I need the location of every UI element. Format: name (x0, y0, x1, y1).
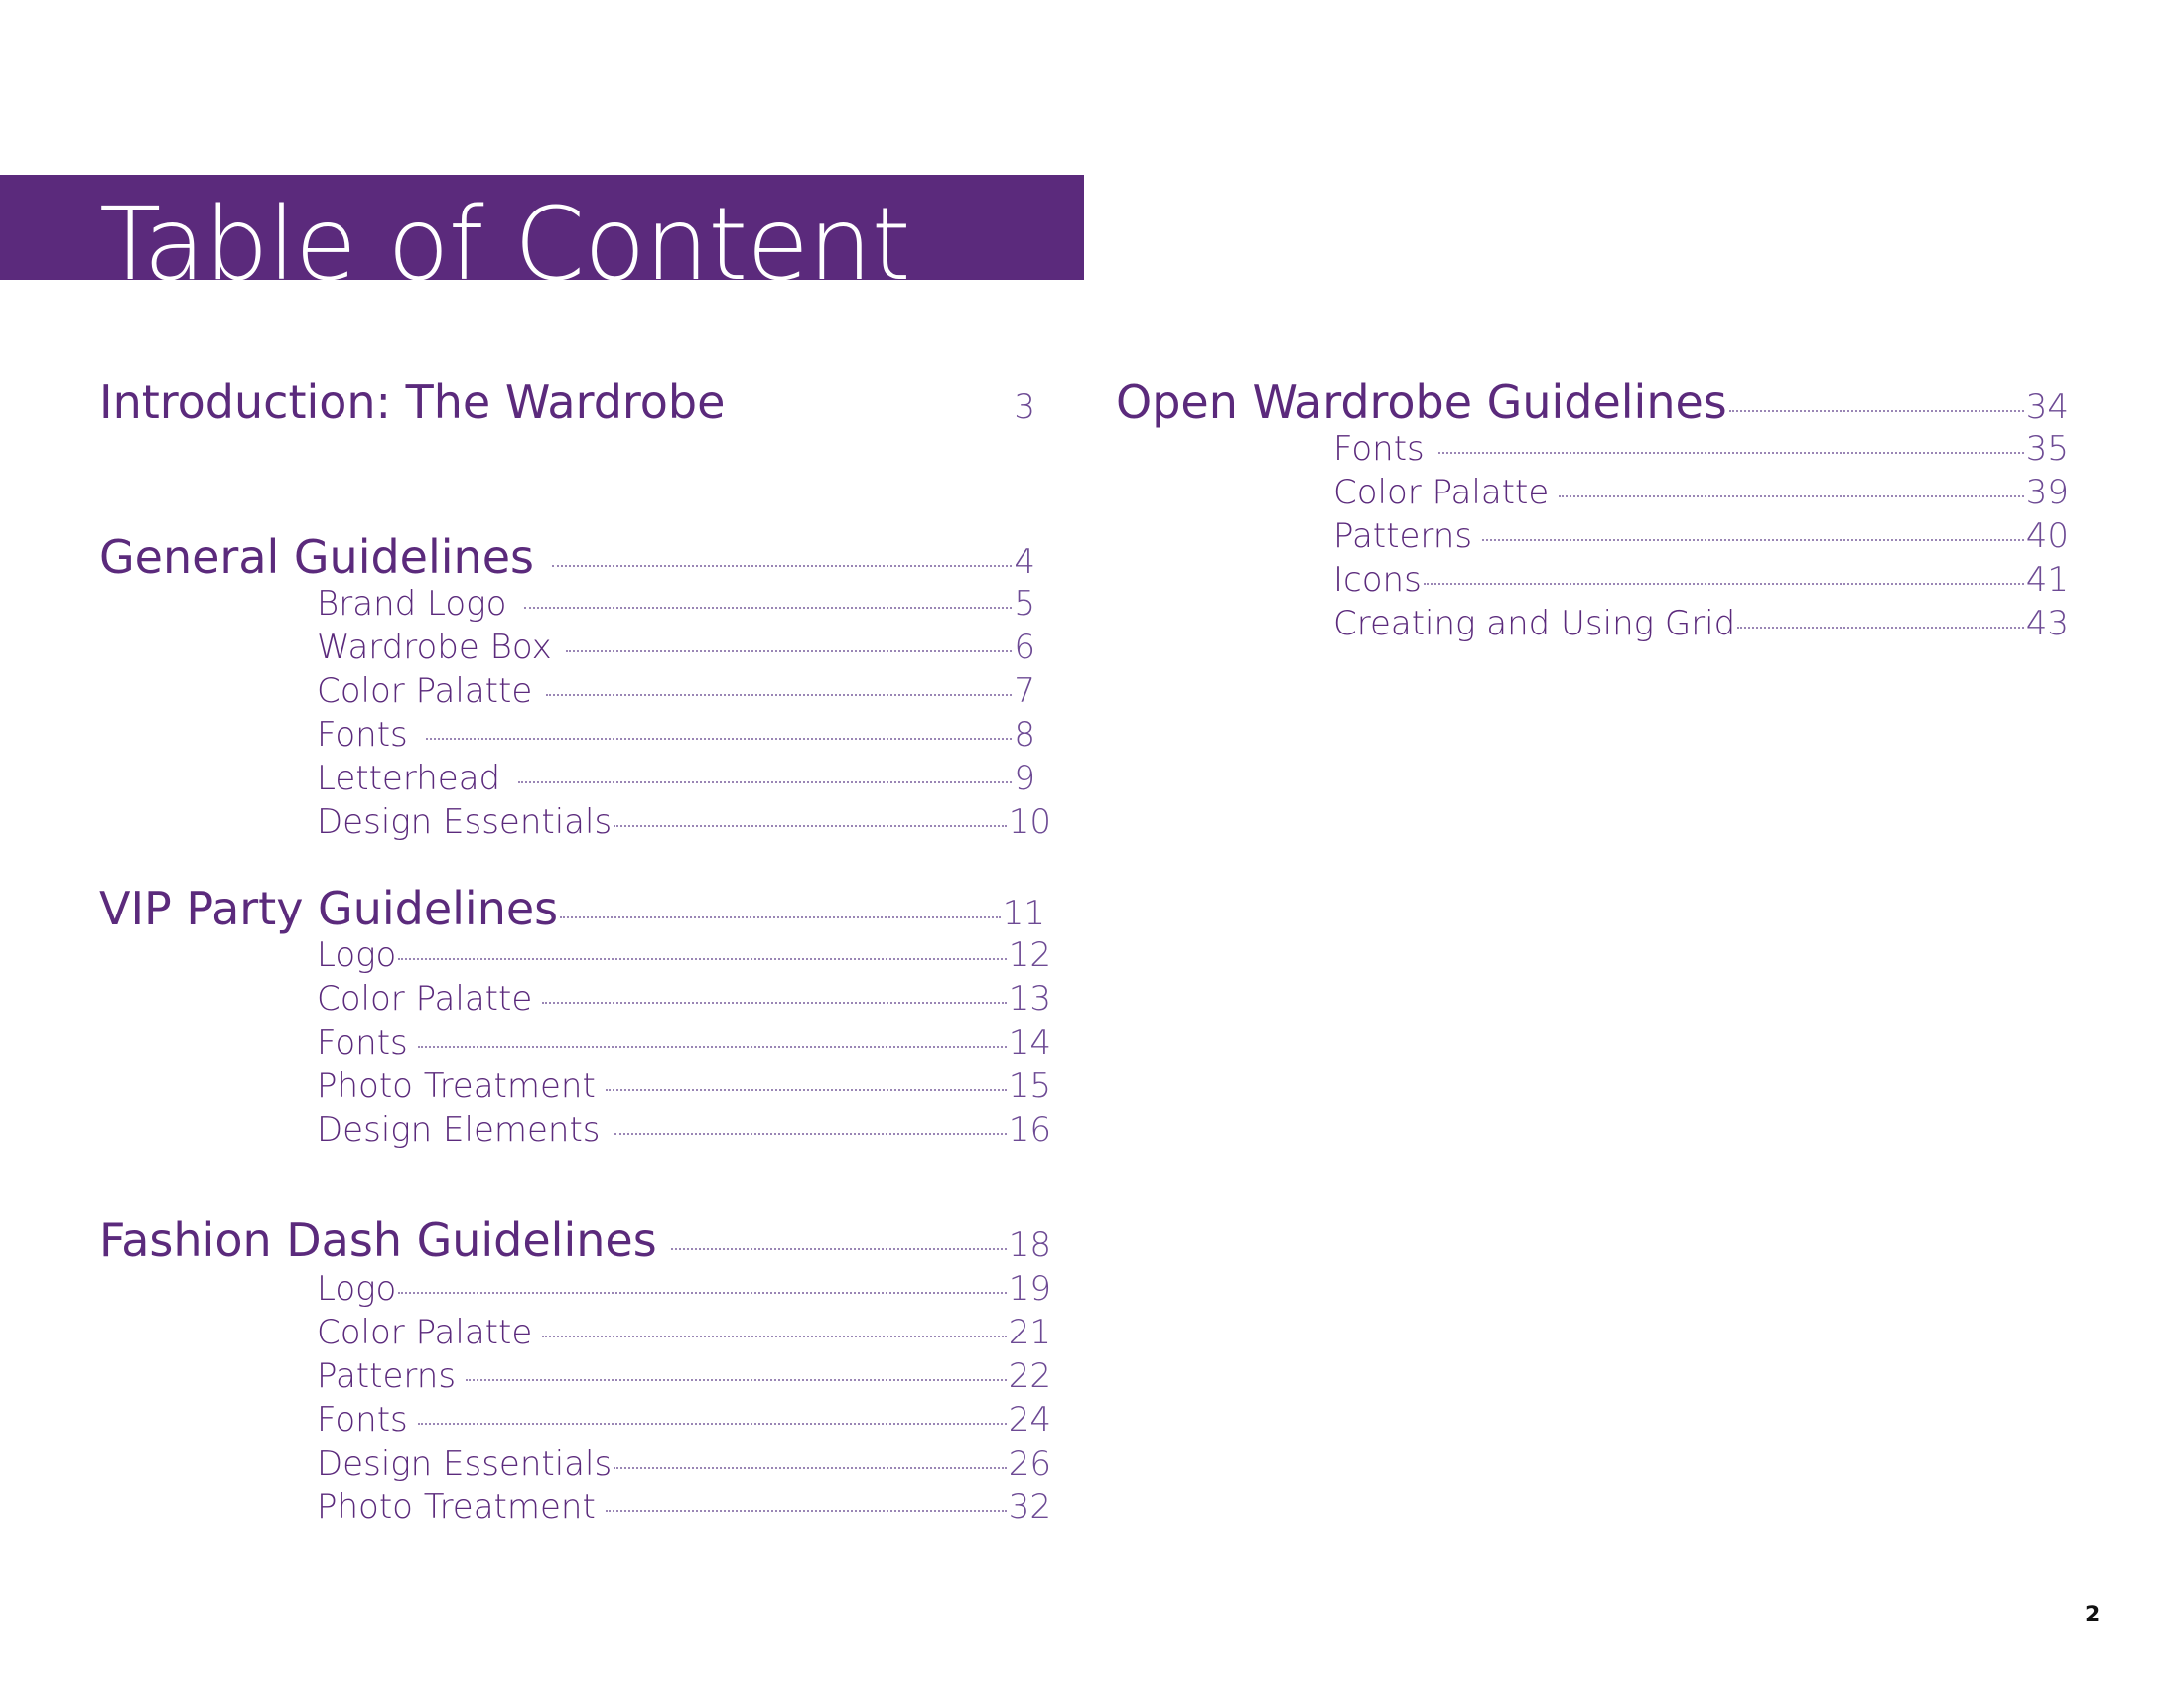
toc-item-color-palatte[interactable] (1333, 473, 2069, 512)
toc-item-fonts[interactable] (1333, 429, 2069, 469)
toc-page-number: 12 (1008, 935, 1051, 975)
toc-item-label: Color Palatte (317, 1313, 533, 1352)
toc-item-label: Letterhead (317, 759, 501, 798)
toc-item-label: Photo Treatment (317, 1066, 596, 1106)
toc-page-number: 40 (2025, 516, 2069, 556)
toc-item-label: Color Palatte (317, 979, 533, 1019)
toc-item-label: Design Essentials (317, 1444, 613, 1483)
toc-page-number: 34 (2025, 387, 2069, 427)
toc-item-color-palatte[interactable] (317, 671, 1035, 711)
toc-item-label: Logo (317, 935, 397, 975)
toc-item-label: Fonts (317, 1023, 408, 1062)
toc-page-number: 43 (2025, 604, 2069, 643)
toc-item-design-essentials[interactable] (317, 1444, 1051, 1483)
toc-section-title: Introduction: The Wardrobe (99, 375, 726, 429)
toc-section-open-wardrobe-guidelines[interactable] (1116, 375, 2069, 429)
leader-dots (560, 916, 1001, 918)
toc-page-number: 10 (1008, 802, 1051, 842)
toc-section-title: General Guidelines (99, 530, 534, 584)
toc-page-number: 16 (1008, 1110, 1051, 1150)
toc-page-number: 18 (1008, 1225, 1051, 1265)
leader-dots (614, 825, 1007, 827)
toc-item-label: Fonts (317, 715, 408, 755)
toc-page-number: 14 (1008, 1023, 1051, 1062)
toc-page-number: 22 (1008, 1356, 1051, 1396)
toc-item-creating-and-using-grid[interactable] (1333, 604, 2069, 643)
toc-item-icons[interactable] (1333, 560, 2069, 600)
toc-page-number: 11 (1002, 894, 1045, 933)
toc-page-number: 26 (1008, 1444, 1051, 1483)
toc-item-label: Color Palatte (317, 671, 533, 711)
toc-page-number: 35 (2025, 429, 2069, 469)
leader-dots (426, 738, 1013, 740)
toc-page-number: 8 (1014, 715, 1035, 755)
toc-item-logo[interactable] (317, 935, 1051, 975)
toc-page-number: 19 (1008, 1269, 1051, 1309)
toc-item-label: Design Elements (317, 1110, 601, 1150)
toc-item-label: Design Essentials (317, 802, 613, 842)
toc-section-introduction[interactable] (99, 375, 1035, 429)
page-title: Table of Content (99, 186, 910, 280)
leader-dots (552, 565, 1012, 567)
toc-item-label: Fonts (1333, 429, 1425, 469)
toc-item-label: Icons (1333, 560, 1422, 600)
toc-item-logo[interactable] (317, 1269, 1051, 1309)
toc-item-photo-treatment[interactable] (317, 1487, 1051, 1527)
leader-dots (398, 1292, 1006, 1294)
toc-section-title: Open Wardrobe Guidelines (1116, 375, 1727, 429)
leader-dots (398, 958, 1006, 960)
leader-dots (466, 1379, 1007, 1381)
toc-item-label: Color Palatte (1333, 473, 1550, 512)
toc-item-photo-treatment[interactable] (317, 1066, 1051, 1106)
toc-section-fashion-dash-guidelines[interactable] (99, 1213, 1051, 1267)
leader-dots (566, 650, 1013, 652)
toc-section-title: Fashion Dash Guidelines (99, 1213, 657, 1267)
toc-page-number: 6 (1014, 628, 1035, 667)
toc-item-patterns[interactable] (1333, 516, 2069, 556)
leader-dots (542, 1002, 1006, 1004)
toc-item-color-palatte[interactable] (317, 979, 1051, 1019)
toc-item-label: Fonts (317, 1400, 408, 1440)
leader-dots (606, 1510, 1007, 1512)
toc-item-letterhead[interactable] (317, 759, 1035, 798)
toc-page-number: 41 (2025, 560, 2069, 600)
leader-dots (418, 1046, 1007, 1048)
toc-item-design-essentials[interactable] (317, 802, 1051, 842)
leader-dots (606, 1089, 1007, 1091)
toc-item-fonts[interactable] (317, 1400, 1051, 1440)
toc-page-number: 4 (1014, 542, 1035, 582)
toc-item-color-palatte[interactable] (317, 1313, 1051, 1352)
toc-page-number: 9 (1014, 759, 1035, 798)
toc-item-label: Patterns (1333, 516, 1473, 556)
toc-item-label: Wardrobe Box (317, 628, 552, 667)
toc-page-number: 13 (1008, 979, 1051, 1019)
toc-item-fonts[interactable] (317, 715, 1035, 755)
toc-item-design-elements[interactable] (317, 1110, 1051, 1150)
leader-dots (1438, 452, 2024, 454)
toc-item-label: Creating and Using Grid (1333, 604, 1736, 643)
toc-item-label: Photo Treatment (317, 1487, 596, 1527)
leader-dots (518, 781, 1012, 783)
leader-dots (614, 1467, 1007, 1469)
toc-section-general-guidelines[interactable] (99, 530, 1035, 584)
toc-page-number: 32 (1008, 1487, 1051, 1527)
toc-item-label: Patterns (317, 1356, 457, 1396)
toc-page-number: 7 (1014, 671, 1035, 711)
page-number: 2 (2085, 1603, 2101, 1627)
toc-item-label: Brand Logo (317, 584, 507, 624)
toc-page-number: 15 (1008, 1066, 1051, 1106)
leader-dots (1729, 410, 2024, 412)
leader-dots (1737, 627, 2024, 629)
leader-dots (546, 694, 1012, 696)
leader-dots (1559, 495, 2023, 497)
leader-dots (1482, 539, 2024, 541)
toc-page-number: 39 (2025, 473, 2069, 512)
leader-dots (418, 1423, 1007, 1425)
leader-dots (542, 1336, 1006, 1337)
toc-item-wardrobe-box[interactable] (317, 628, 1035, 667)
toc-item-brand-logo[interactable] (317, 584, 1035, 624)
toc-item-label: Logo (317, 1269, 397, 1309)
leader-dots (671, 1248, 1007, 1250)
leader-dots (614, 1133, 1007, 1135)
toc-page-number: 21 (1008, 1313, 1051, 1352)
toc-page-number: 3 (1014, 387, 1035, 427)
leader-dots (524, 607, 1012, 609)
toc-section-title: VIP Party Guidelines (99, 882, 559, 935)
toc-item-fonts[interactable] (317, 1023, 1051, 1062)
toc-page-number: 5 (1014, 584, 1035, 624)
leader-dots (1424, 583, 2024, 585)
toc-item-patterns[interactable] (317, 1356, 1051, 1396)
title-banner (0, 175, 1084, 280)
toc-section-vip-party-guidelines[interactable] (99, 882, 1045, 935)
toc-page-number: 24 (1008, 1400, 1051, 1440)
